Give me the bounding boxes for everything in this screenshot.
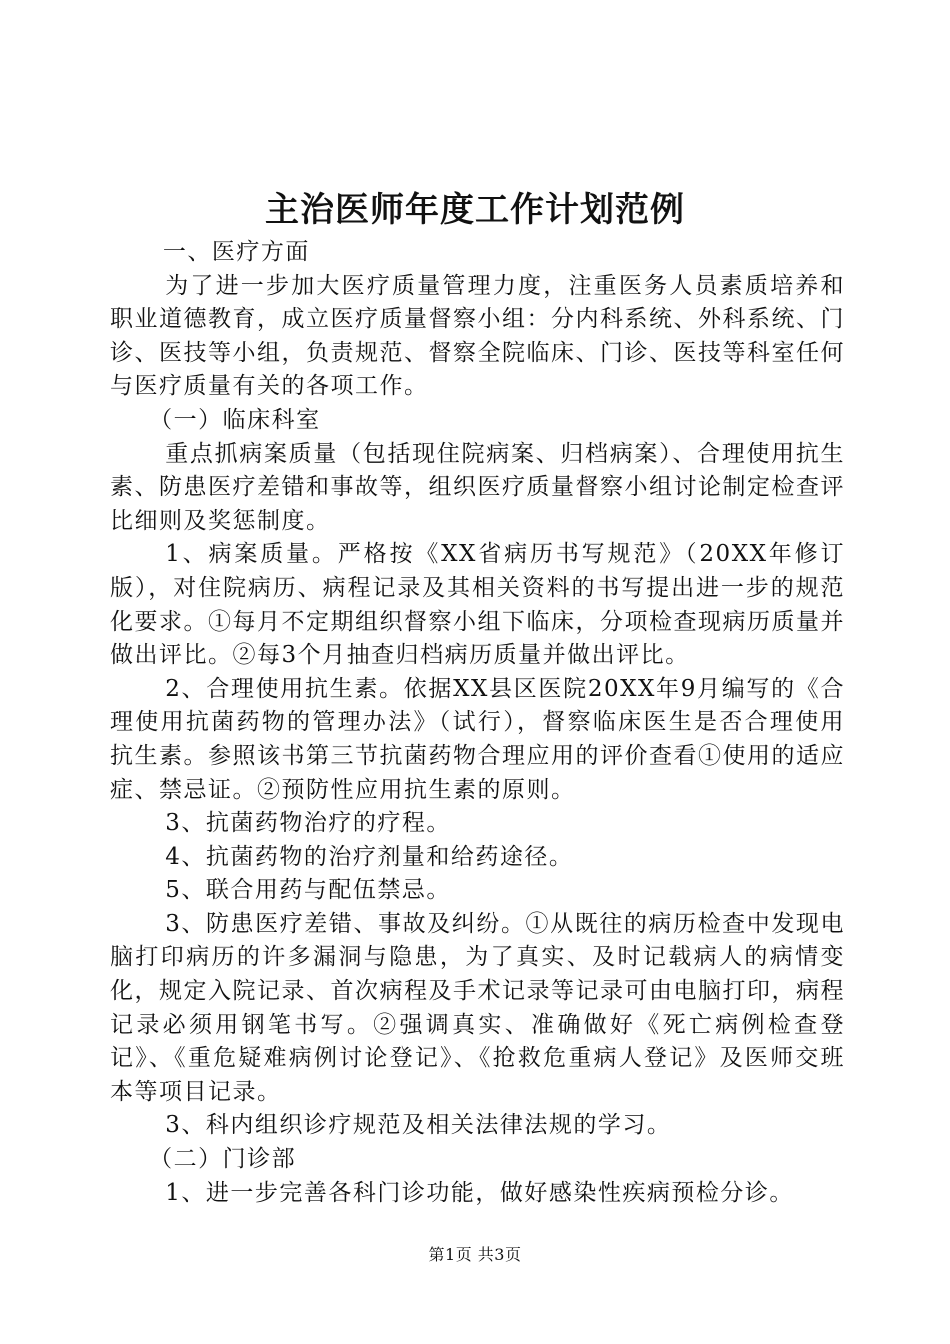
section-heading: 一、医疗方面 (162, 239, 310, 265)
subsection-heading: （二）门诊部 (149, 1146, 297, 1173)
paragraph: 3、防患医疗差错、事故及纠纷。①从既往的病历检查中发现电脑打印病历的许多漏洞与隐患，为了真实、及时记载病人的病情变化，规定入院记录、首次病程及手术记录等记录可由电脑打印，病程记录必须用钢笔书写。②强调真实、准确做好《死亡病例检查登记》、《重危疑难病例讨论登记》、《抢救危重病人登记》及医师交班本等项目记录。 (110, 910, 845, 1105)
paragraph: 4、抗菌药物的治疗剂量和给药途径。 (165, 843, 574, 870)
paragraph: 1、进一步完善各科门诊功能，做好感染性疾病预检分诊。 (165, 1179, 794, 1206)
document-title: 主治医师年度工作计划范例 (265, 190, 685, 230)
paragraph: 重点抓病案质量（包括现住院病案、归档病案）、合理使用抗生素、防患医疗差错和事故等，组织医疗质量督察小组讨论制定检查评比细则及奖惩制度。 (110, 440, 845, 534)
paragraph: 3、科内组织诊疗规范及相关法律法规的学习。 (165, 1112, 672, 1139)
document-body (110, 236, 845, 1210)
paragraph: 为了进一步加大医疗质量管理力度，注重医务人员素质培养和职业道德教育，成立医疗质量督察小组：分内科系统、外科系统、门诊、医技等小组，负责规范、督察全院临床、门诊、医技等科室任何与医疗质量有关的各项工作。 (110, 272, 845, 400)
paragraph: 2、合理使用抗生素。依据XX县区医院20XX年9月编写的《合理使用抗菌药物的管理办法》（试行），督察临床医生是否合理使用抗生素。参照该书第三节抗菌药物合理应用的评价查看①使用的适应症、禁忌证。②预防性应用抗生素的原则。 (110, 675, 845, 803)
paragraph: 3、抗菌药物治疗的疗程。 (165, 810, 451, 837)
paragraph: 1、病案质量。严格按《XX省病历书写规范》（20XX年修订版），对住院病历、病程记录及其相关资料的书写提出进一步的规范化要求。①每月不定期组织督察小组下临床，分项检查现病历质量并做出评比。②每3个月抽查归档病历质量并做出评比。 (110, 541, 845, 669)
subsection-heading: （一）临床科室 (149, 406, 321, 433)
page-number-footer: 第1页 共3页 (428, 1245, 522, 1264)
paragraph: 5、联合用药与配伍禁忌。 (165, 877, 451, 904)
